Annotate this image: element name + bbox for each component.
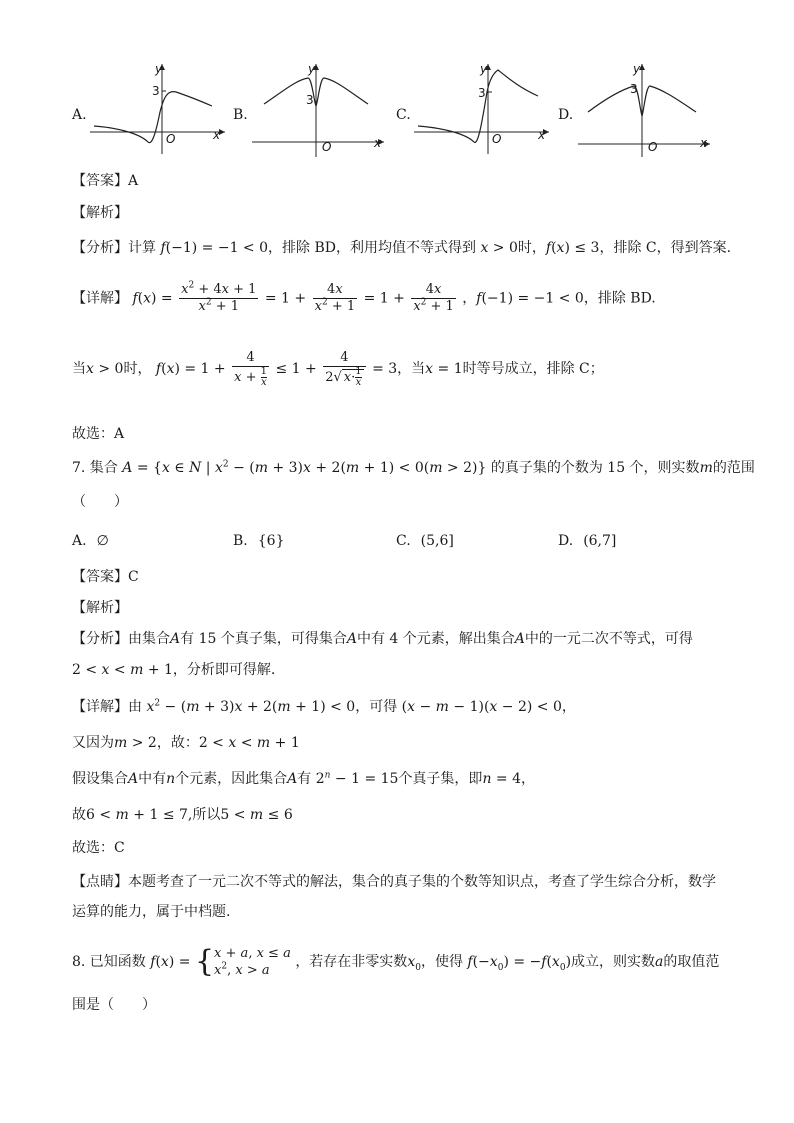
option-value: (6,7] (583, 533, 617, 549)
text: ,所以 (187, 807, 221, 823)
math-expression: A (287, 771, 298, 787)
text: 时等号成立，排除 C； (462, 361, 604, 377)
math-expression: $2^n - 1 = 15$ (315, 770, 399, 787)
math-expression: ) = − (503, 954, 542, 970)
option-value: {6} (257, 533, 285, 549)
math-expression: − (415, 699, 436, 715)
math-expression: (−1) = −1 < 0 (481, 290, 584, 307)
q7-fenxi-line (72, 629, 693, 649)
analysis-tag: 【解析】 (72, 600, 128, 616)
math-expression: + 3) (268, 460, 303, 476)
math-expression: − ( (160, 699, 187, 715)
answer-tag: 【答案】 (72, 173, 128, 189)
q8-stem: ，若存在非零实数 (295, 954, 408, 970)
math-expression: x (303, 460, 311, 476)
graph-option-a (90, 62, 230, 157)
math-expression: + 1) < 0 (290, 699, 356, 715)
math-expression: x (407, 954, 416, 970)
graph-a-y: y (155, 62, 163, 76)
q6-choose-line (72, 424, 124, 444)
fraction: $\frac{x^2 + 4x + 1}{x^2 + 1}$ (181, 280, 257, 314)
q7-yin-line (72, 733, 300, 753)
graph-c-o: O (492, 132, 502, 146)
math-expression: ) (565, 954, 572, 970)
q7-xiangjie-line: 【详解】由 $x^2 - (m + 3)x + 2(m + 1) < 0$，可得 (x − m − 1)(x − 2) < 0， (72, 698, 576, 715)
q7-dianjing-line-2 (72, 902, 230, 922)
math-expression: f (155, 361, 162, 377)
math-expression: | (201, 460, 215, 476)
graph-c-y: y (480, 62, 488, 76)
math-expression: 6 < (86, 807, 116, 823)
math-expression: + 1) < 0( (359, 460, 430, 476)
q8-stem: 的取值范 (663, 954, 720, 970)
math-expression: ) = (151, 290, 173, 307)
option-label: D. (558, 533, 574, 549)
q6-analysis-line (72, 203, 128, 223)
option-value: (5,6] (420, 533, 454, 549)
xiangjie-tag: 【详解】 (72, 699, 128, 715)
math-expression: ( (546, 954, 552, 970)
math-expression: > 0 (488, 240, 518, 256)
text: 故 (72, 807, 86, 823)
fenxi-text: ，分析即可得解. (172, 662, 276, 678)
graph-d-o: O (648, 140, 658, 154)
math-expression: x (489, 954, 498, 970)
math-expression: − 2) < 0， (497, 699, 576, 715)
math-expression: x (161, 460, 170, 476)
text: 当 (72, 361, 86, 377)
option-b-label: B. (233, 107, 248, 123)
math-expression: A (128, 771, 139, 787)
q6-xiangjie-line (72, 282, 656, 315)
math-expression: ( (155, 954, 161, 970)
math-expression: x (143, 290, 152, 307)
text: ，故： (156, 735, 199, 751)
q7-answer-line (72, 567, 139, 587)
math-expression: x (551, 954, 560, 970)
math-expression: f (150, 954, 156, 970)
math-expression: n (482, 771, 492, 787)
math-expression: < (109, 662, 131, 678)
math-expression: (−1) = −1 < 0 (165, 240, 269, 256)
fraction: $\frac{4x}{x^2 + 1}$ (314, 282, 356, 314)
fenxi-text: 中的一元二次不等式，可得 (524, 631, 693, 647)
graph-c-three: 3 (478, 86, 486, 100)
q8-stem: 围是（ ） (72, 997, 156, 1013)
math-expression: 2 < (72, 662, 102, 678)
math-expression: > 0 (93, 361, 124, 377)
math-expression: n (166, 771, 176, 787)
math-expression: m (429, 460, 443, 476)
math-expression: f (545, 240, 552, 256)
math-expression: x (425, 361, 434, 377)
fenxi-text: 时， (517, 240, 546, 256)
math-expression: − 1)( (448, 699, 490, 715)
math-expression: f (476, 290, 482, 307)
graph-a-x: x (213, 128, 221, 142)
math-expression: x (214, 460, 223, 476)
fenxi-text: 计算 (128, 240, 156, 256)
math-expression: ， (462, 290, 477, 307)
math-expression: m (435, 699, 449, 715)
q7-stem-line: 7. 集合 A = {x ∈ N | $x^2 - (m + 3)x + 2(m + 1) < 0(m > 2)$} 的真子集的个数为 15 个，则实数m的范围 (72, 459, 755, 476)
math-expression: − ( (228, 460, 255, 476)
q7-dianjing-line (72, 872, 716, 892)
q7-option-b (233, 531, 284, 551)
math-expression: m (114, 735, 128, 751)
q7-option-c (396, 531, 454, 551)
math-expression: ( (551, 240, 557, 256)
math-expression: ) = 1 + (174, 361, 226, 377)
q7-stem-var: m (699, 460, 713, 476)
math-expression: ) = (168, 954, 191, 970)
option-value: ∅ (96, 533, 109, 549)
math-expression: m (256, 735, 271, 751)
fenxi-text: ，排除 C，得到答案. (599, 240, 732, 256)
q6-when-line (72, 350, 604, 388)
q8-stem: ，使得 (420, 954, 463, 970)
text: 又因为 (72, 735, 114, 751)
q7-stem: 的范围 (712, 460, 755, 476)
graph-c-x: x (538, 128, 546, 142)
fraction: 4 2√ x· $\frac{1}{x}$ (323, 350, 365, 388)
graph-option-c (414, 62, 554, 157)
math-expression: m (130, 662, 144, 678)
option-c-label: C. (396, 107, 411, 123)
dianjing-tag: 【点睛】 (72, 874, 128, 890)
graph-d-y: y (633, 62, 641, 76)
math-expression: = 3 (372, 361, 398, 377)
answer-paren: （ ） (72, 494, 128, 510)
dianjing-text: 本题考查了一元二次不等式的解法，集合的真子集的个数等知识点，考查了学生综合分析，数学 (128, 874, 716, 890)
graph-b-o: O (322, 140, 332, 154)
math-expression: = { (132, 460, 162, 476)
graph-a-o: O (166, 132, 176, 146)
math-expression: m (277, 699, 291, 715)
graph-d-x: x (700, 136, 708, 150)
q7-option-d (558, 531, 616, 551)
fenxi-text: 中有 4 个元素，解出集合 (356, 631, 515, 647)
math-expression: + 1 ≤ 7 (128, 807, 188, 823)
math-expression: x (166, 361, 175, 377)
math-expression: (− (472, 954, 490, 970)
math-expression: m (186, 699, 200, 715)
q7-fenxi-line-2 (72, 660, 275, 680)
graph-b-y: y (308, 62, 316, 76)
math-expression: ( (401, 699, 408, 715)
q6-answer-line (72, 171, 138, 191)
q8-stem: 成立，则实数 (571, 954, 656, 970)
text: 中有 (138, 771, 167, 787)
math-expression: + 2( (310, 460, 346, 476)
option-label: A. (72, 533, 87, 549)
math-expression: x (146, 699, 155, 715)
graph-b-x: x (374, 136, 382, 150)
fraction: 4 x + $\frac{1}{x}$ (234, 350, 267, 388)
graph-d-three: 3 (630, 82, 638, 96)
text: 个真子集，即 (398, 771, 483, 787)
fenxi-tag: 【分析】 (72, 240, 128, 256)
math-expression: m (249, 807, 264, 823)
answer-value: A (128, 173, 139, 189)
piecewise-cases: x + a, x ≤ a $x^2$, x > a (214, 946, 291, 978)
option-d-label: D. (558, 107, 574, 123)
math-expression: x (160, 954, 169, 970)
fenxi-text: ，排除 BD，利用均值不等式得到 (268, 240, 476, 256)
math-expression: m (115, 807, 129, 823)
q7-choose-line (72, 838, 125, 858)
math-expression: A (346, 631, 357, 647)
math-expression: x (407, 699, 416, 715)
q8-stem-line: 8. 已知函数 f(x) = { x + a, x ≤ a $x^2$, x > a ，若存在非零实数$x_0$，使得 $f(-x_0) = -f(x_0)$成立，则实数a的取值范 (72, 944, 720, 979)
math-expression: m (345, 460, 360, 476)
q7-jia-line (72, 769, 535, 789)
math-expression: ( (137, 290, 144, 307)
q8-stem: 8. 已知函数 (72, 954, 146, 970)
math-expression: f (467, 954, 473, 970)
math-expression: ≤ 6 (263, 807, 293, 823)
math-expression: N (189, 460, 202, 476)
fenxi-tag: 【分析】 (72, 631, 128, 647)
text: 时， (123, 361, 152, 377)
math-expression: = 1 (433, 361, 463, 377)
analysis-tag: 【解析】 (72, 205, 128, 221)
math-expression: A (122, 460, 133, 476)
math-expression: ) ≤ 3 (564, 240, 600, 256)
math-expression: x (228, 735, 237, 751)
math-expression: + 3) (199, 699, 235, 715)
fraction: $\frac{4x}{x^2 + 1}$ (413, 282, 454, 314)
piecewise-brace: { (194, 944, 215, 979)
math-expression: = 1 + (363, 290, 405, 307)
math-expression: 2 < (198, 735, 229, 751)
text: 假设集合 (72, 771, 128, 787)
q7-gu-line (72, 805, 293, 825)
math-expression: = 4， (491, 771, 536, 787)
graph-a-three: 3 (152, 84, 160, 98)
q8-stem-line-2 (72, 995, 156, 1015)
math-expression: f (541, 954, 547, 970)
math-expression: 5 < (220, 807, 250, 823)
math-expression: a (655, 954, 664, 970)
dianjing-text: 运算的能力，属于中档题. (72, 904, 231, 920)
math-expression: > 2)} (442, 460, 487, 476)
text: 有 (297, 771, 312, 787)
answer-tag: 【答案】 (72, 569, 128, 585)
q7-option-a (72, 531, 109, 551)
q7-stem: 7. 集合 (72, 460, 118, 476)
choose-text: 故选：A (72, 426, 125, 442)
math-expression: x (480, 240, 489, 256)
q6-fenxi-line (72, 238, 731, 258)
text: 由 (128, 699, 142, 715)
q7-analysis-line (72, 598, 128, 618)
math-expression: ( (161, 361, 167, 377)
q7-paren-line (72, 492, 128, 512)
option-label: C. (396, 533, 411, 549)
fenxi-text: 由集合 (128, 631, 170, 647)
option-a-label: A. (72, 107, 87, 123)
math-expression: f (160, 240, 166, 256)
math-expression: + 1 (270, 735, 300, 751)
text: 个元素，因此集合 (175, 771, 288, 787)
math-expression: A (514, 631, 525, 647)
xiangjie-text: ，排除 BD. (583, 290, 656, 307)
math-expression: ≤ 1 + (275, 361, 317, 377)
q7-stem: 的真子集的个数为 15 个，则实数 (490, 460, 700, 476)
math-expression: x (86, 361, 94, 377)
math-expression: f (132, 290, 138, 307)
answer-value: C (128, 569, 139, 585)
option-label: B. (233, 533, 248, 549)
xiangjie-tag: 【详解】 (72, 290, 128, 307)
math-expression: + 1 (143, 662, 173, 678)
math-expression: > 2 (127, 735, 157, 751)
math-expression: + 2( (242, 699, 278, 715)
math-expression: x (234, 699, 243, 715)
math-expression: ∈ (169, 460, 190, 476)
graph-b-three: 3 (306, 93, 314, 107)
math-expression: < (236, 735, 257, 751)
math-expression: A (170, 631, 181, 647)
choose-text: 故选：C (72, 840, 125, 856)
text: ，当 (397, 361, 426, 377)
math-expression: x (101, 662, 110, 678)
math-expression: x (556, 240, 565, 256)
fenxi-text: 有 15 个真子集，可得集合 (180, 631, 347, 647)
math-expression: m (254, 460, 268, 476)
text: ，可得 (355, 699, 398, 715)
math-expression: x (489, 699, 498, 715)
math-expression: = 1 + (264, 290, 307, 307)
